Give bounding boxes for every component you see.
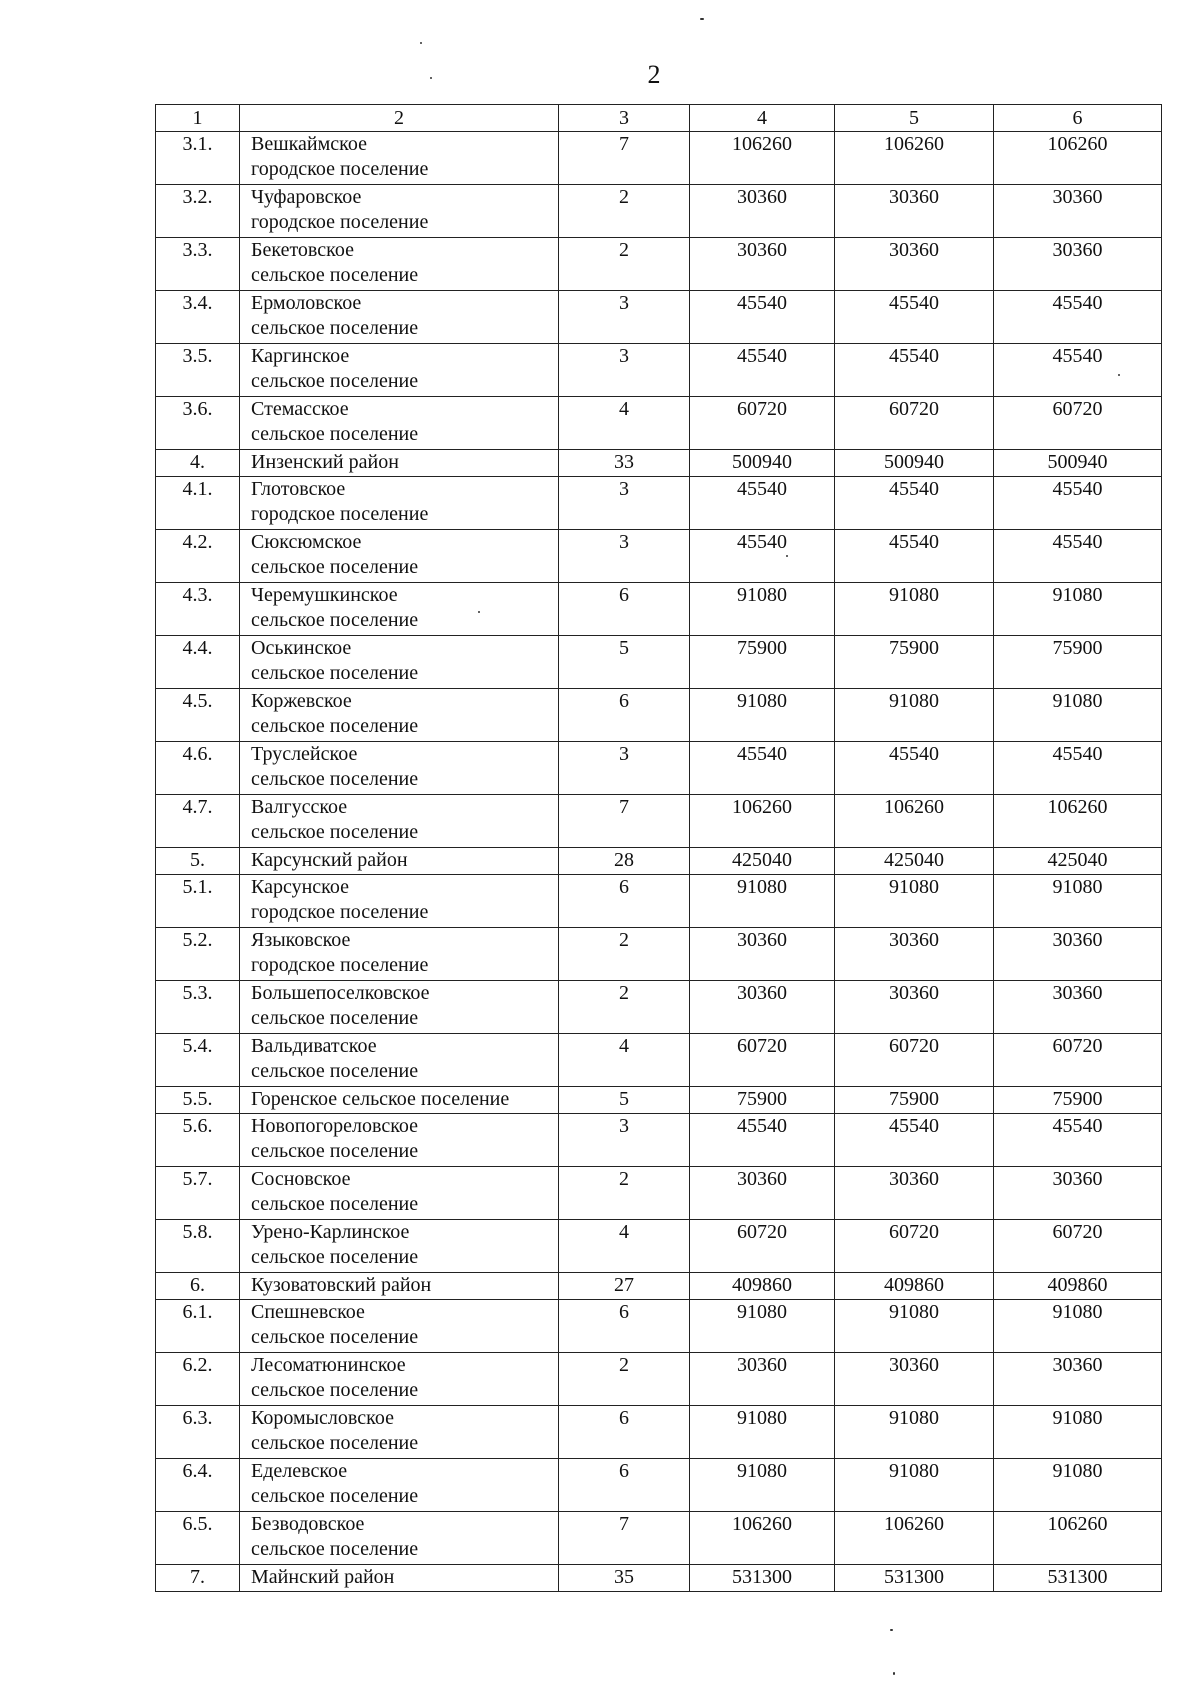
amount-cell-col5: 106260 (835, 1512, 994, 1565)
municipality-name-cell (240, 530, 559, 583)
amount-cell-col5: 91080 (835, 1406, 994, 1459)
municipality-name: Инзенский район (251, 451, 399, 473)
count-cell: 2 (559, 1353, 690, 1406)
amount-cell-col4: 106260 (690, 1512, 835, 1565)
count-cell: 4 (559, 397, 690, 450)
municipality-name: Безводовское (251, 1513, 365, 1535)
count-cell: 5 (559, 636, 690, 689)
municipality-type: городское поселение (251, 211, 429, 233)
municipality-name: Валгусское (251, 796, 348, 818)
count-cell: 2 (559, 1167, 690, 1220)
row-number-cell: 4.1. (156, 477, 240, 530)
count-cell: 3 (559, 742, 690, 795)
count-cell: 3 (559, 291, 690, 344)
table-row (156, 477, 1162, 530)
municipality-name: Карсунское (251, 876, 349, 898)
amount-cell-col6: 45540 (994, 530, 1162, 583)
row-number-cell: 3.6. (156, 397, 240, 450)
count-cell: 2 (559, 238, 690, 291)
count-cell: 2 (559, 185, 690, 238)
amount-cell-col5: 91080 (835, 1300, 994, 1353)
amount-cell-col6: 91080 (994, 689, 1162, 742)
count-cell: 4 (559, 1220, 690, 1273)
count-cell: 5 (559, 1087, 690, 1114)
municipality-name: Большепоселковское (251, 982, 430, 1004)
amount-cell-col6: 30360 (994, 185, 1162, 238)
row-number-cell: 3.3. (156, 238, 240, 291)
amount-cell-col5: 91080 (835, 875, 994, 928)
municipality-name-cell (240, 1459, 559, 1512)
municipality-name-cell (240, 291, 559, 344)
table-row (156, 636, 1162, 689)
header-cell: 3 (559, 105, 690, 132)
amount-cell-col5: 45540 (835, 344, 994, 397)
amount-cell-col6: 91080 (994, 875, 1162, 928)
amount-cell-col5: 30360 (835, 238, 994, 291)
municipality-name-cell (240, 397, 559, 450)
table-row (156, 397, 1162, 450)
amount-cell-col4: 91080 (690, 875, 835, 928)
table-row (156, 1220, 1162, 1273)
amount-cell-col5: 45540 (835, 530, 994, 583)
amount-cell-col6: 75900 (994, 1087, 1162, 1114)
amount-cell-col4: 45540 (690, 477, 835, 530)
count-cell: 6 (559, 689, 690, 742)
row-number-cell: 6.4. (156, 1459, 240, 1512)
row-number-cell: 4.2. (156, 530, 240, 583)
amount-cell-col4: 91080 (690, 1300, 835, 1353)
municipality-name: Вешкаймское (251, 133, 367, 155)
amount-cell-col6: 45540 (994, 742, 1162, 795)
amount-cell-col4: 45540 (690, 1114, 835, 1167)
table-row (156, 1273, 1162, 1300)
municipality-name-cell (240, 1512, 559, 1565)
amount-cell-col4: 91080 (690, 1406, 835, 1459)
row-number-cell: 3.4. (156, 291, 240, 344)
municipality-name: Сосновское (251, 1168, 351, 1190)
table-row (156, 450, 1162, 477)
municipality-type: сельское поселение (251, 1246, 419, 1268)
municipality-type: сельское поселение (251, 715, 419, 737)
amount-cell-col6: 409860 (994, 1273, 1162, 1300)
municipality-type: сельское поселение (251, 609, 419, 631)
municipality-name: Карсунский район (251, 849, 408, 871)
count-cell: 35 (559, 1565, 690, 1592)
municipality-type: городское поселение (251, 503, 429, 525)
municipality-name-cell (240, 1034, 559, 1087)
amount-cell-col4: 91080 (690, 689, 835, 742)
count-cell: 28 (559, 848, 690, 875)
header-cell: 5 (835, 105, 994, 132)
count-cell: 6 (559, 1300, 690, 1353)
municipality-name-cell (240, 1167, 559, 1220)
amount-cell-col6: 500940 (994, 450, 1162, 477)
scan-speck (893, 1672, 895, 1675)
amount-cell-col4: 60720 (690, 1034, 835, 1087)
amount-cell-col5: 91080 (835, 1459, 994, 1512)
row-number-cell: 5.7. (156, 1167, 240, 1220)
amount-cell-col4: 500940 (690, 450, 835, 477)
count-cell: 7 (559, 132, 690, 185)
amount-cell-col4: 30360 (690, 928, 835, 981)
amount-cell-col5: 409860 (835, 1273, 994, 1300)
amount-cell-col5: 75900 (835, 636, 994, 689)
amount-cell-col5: 30360 (835, 1353, 994, 1406)
amount-cell-col4: 106260 (690, 132, 835, 185)
amount-cell-col6: 30360 (994, 1167, 1162, 1220)
row-number-cell: 6.1. (156, 1300, 240, 1353)
amount-cell-col4: 75900 (690, 1087, 835, 1114)
municipality-name-cell (240, 583, 559, 636)
municipality-name: Бекетовское (251, 239, 354, 261)
municipality-name-cell (240, 477, 559, 530)
count-cell: 3 (559, 530, 690, 583)
municipality-type: сельское поселение (251, 1538, 419, 1560)
amount-cell-col4: 60720 (690, 397, 835, 450)
municipality-type: сельское поселение (251, 556, 419, 578)
amount-cell-col6: 106260 (994, 132, 1162, 185)
municipality-name: Коромысловское (251, 1407, 394, 1429)
municipality-name: Каргинское (251, 345, 350, 367)
municipality-name: Вальдиватское (251, 1035, 377, 1057)
table-row (156, 1406, 1162, 1459)
amount-cell-col5: 91080 (835, 689, 994, 742)
count-cell: 2 (559, 981, 690, 1034)
municipality-name-cell (240, 344, 559, 397)
row-number-cell: 7. (156, 1565, 240, 1592)
amount-cell-col6: 91080 (994, 1300, 1162, 1353)
row-number-cell: 4.4. (156, 636, 240, 689)
municipality-type: сельское поселение (251, 370, 419, 392)
amount-cell-col5: 30360 (835, 928, 994, 981)
amount-cell-col6: 45540 (994, 344, 1162, 397)
municipality-type: сельское поселение (251, 821, 419, 843)
amount-cell-col6: 60720 (994, 1220, 1162, 1273)
count-cell: 2 (559, 928, 690, 981)
table-row (156, 848, 1162, 875)
row-number-cell: 5.4. (156, 1034, 240, 1087)
amount-cell-col4: 75900 (690, 636, 835, 689)
amount-cell-col5: 45540 (835, 742, 994, 795)
municipality-type: сельское поселение (251, 1432, 419, 1454)
municipality-name: Черемушкинское (251, 584, 398, 606)
municipality-name: Стемасское (251, 398, 349, 420)
amount-cell-col4: 425040 (690, 848, 835, 875)
amount-cell-col4: 409860 (690, 1273, 835, 1300)
amount-cell-col6: 91080 (994, 1406, 1162, 1459)
row-number-cell: 4.6. (156, 742, 240, 795)
amount-cell-col4: 106260 (690, 795, 835, 848)
municipality-type: сельское поселение (251, 1060, 419, 1082)
amount-cell-col4: 531300 (690, 1565, 835, 1592)
table-row (156, 928, 1162, 981)
municipality-name-cell (240, 1406, 559, 1459)
municipality-type: сельское поселение (251, 768, 419, 790)
header-cell: 1 (156, 105, 240, 132)
municipality-name-cell (240, 1565, 559, 1592)
municipality-type: сельское поселение (251, 264, 419, 286)
amount-cell-col6: 106260 (994, 1512, 1162, 1565)
table-row (156, 1300, 1162, 1353)
amount-cell-col4: 30360 (690, 1167, 835, 1220)
table-row (156, 344, 1162, 397)
amount-cell-col4: 60720 (690, 1220, 835, 1273)
municipality-name-cell (240, 928, 559, 981)
row-number-cell: 6. (156, 1273, 240, 1300)
row-number-cell: 4. (156, 450, 240, 477)
table-row (156, 132, 1162, 185)
amount-cell-col5: 45540 (835, 291, 994, 344)
amount-cell-col6: 91080 (994, 583, 1162, 636)
count-cell: 6 (559, 1406, 690, 1459)
municipality-name: Лесоматюнинское (251, 1354, 406, 1376)
scan-speck (890, 1629, 893, 1631)
row-number-cell: 5.8. (156, 1220, 240, 1273)
municipality-type: сельское поселение (251, 1140, 419, 1162)
row-number-cell: 5.6. (156, 1114, 240, 1167)
row-number-cell: 6.2. (156, 1353, 240, 1406)
municipality-type: сельское поселение (251, 1485, 419, 1507)
count-cell: 3 (559, 477, 690, 530)
count-cell: 27 (559, 1273, 690, 1300)
municipality-name: Глотовское (251, 478, 346, 500)
amount-cell-col5: 45540 (835, 477, 994, 530)
amount-cell-col5: 30360 (835, 1167, 994, 1220)
row-number-cell: 6.3. (156, 1406, 240, 1459)
municipality-name-cell (240, 450, 559, 477)
amount-cell-col4: 30360 (690, 981, 835, 1034)
amount-cell-col5: 60720 (835, 397, 994, 450)
municipality-name-cell (240, 1300, 559, 1353)
municipality-name-cell (240, 1353, 559, 1406)
amount-cell-col6: 30360 (994, 238, 1162, 291)
amount-cell-col5: 91080 (835, 583, 994, 636)
municipality-type: сельское поселение (251, 317, 419, 339)
amount-cell-col5: 500940 (835, 450, 994, 477)
table-body (156, 105, 1162, 1592)
table-row (156, 1114, 1162, 1167)
table-row (156, 185, 1162, 238)
amount-cell-col6: 45540 (994, 1114, 1162, 1167)
municipality-name: Языковское (251, 929, 351, 951)
municipality-type: сельское поселение (251, 1193, 419, 1215)
amount-cell-col5: 531300 (835, 1565, 994, 1592)
municipality-type: сельское поселение (251, 1326, 419, 1348)
amount-cell-col6: 30360 (994, 1353, 1162, 1406)
amount-cell-col5: 30360 (835, 185, 994, 238)
table-row (156, 530, 1162, 583)
amount-cell-col6: 531300 (994, 1565, 1162, 1592)
municipality-name-cell (240, 1114, 559, 1167)
header-cell: 6 (994, 105, 1162, 132)
municipality-name-cell (240, 238, 559, 291)
table-row (156, 1167, 1162, 1220)
municipality-type: городское поселение (251, 954, 429, 976)
municipality-name-cell (240, 848, 559, 875)
table-row (156, 1565, 1162, 1592)
amount-cell-col4: 91080 (690, 583, 835, 636)
amount-cell-col5: 45540 (835, 1114, 994, 1167)
municipality-type: городское поселение (251, 901, 429, 923)
municipality-name: Оськинское (251, 637, 352, 659)
amount-cell-col5: 106260 (835, 132, 994, 185)
amount-cell-col4: 30360 (690, 238, 835, 291)
row-number-cell: 3.1. (156, 132, 240, 185)
table-row (156, 238, 1162, 291)
municipality-name-cell (240, 1087, 559, 1114)
count-cell: 6 (559, 875, 690, 928)
scan-speck (700, 18, 704, 20)
table-row (156, 1512, 1162, 1565)
municipality-type: сельское поселение (251, 1007, 419, 1029)
count-cell: 3 (559, 1114, 690, 1167)
municipality-name: Сюксюмское (251, 531, 362, 553)
table-row (156, 742, 1162, 795)
table-row (156, 583, 1162, 636)
amount-cell-col6: 106260 (994, 795, 1162, 848)
municipality-type: сельское поселение (251, 1379, 419, 1401)
municipality-name: Чуфаровское (251, 186, 362, 208)
row-number-cell: 3.2. (156, 185, 240, 238)
municipality-type: сельское поселение (251, 423, 419, 445)
scan-speck (420, 42, 422, 44)
municipality-name-cell (240, 795, 559, 848)
amount-cell-col6: 30360 (994, 928, 1162, 981)
row-number-cell: 4.3. (156, 583, 240, 636)
amount-cell-col5: 106260 (835, 795, 994, 848)
count-cell: 6 (559, 583, 690, 636)
amount-cell-col4: 91080 (690, 1459, 835, 1512)
amount-cell-col6: 91080 (994, 1459, 1162, 1512)
count-cell: 4 (559, 1034, 690, 1087)
municipality-name-cell (240, 689, 559, 742)
amount-cell-col6: 425040 (994, 848, 1162, 875)
amount-cell-col4: 30360 (690, 1353, 835, 1406)
table-row (156, 291, 1162, 344)
row-number-cell: 5.5. (156, 1087, 240, 1114)
scan-speck (430, 77, 432, 79)
municipality-name-cell (240, 981, 559, 1034)
municipality-type: городское поселение (251, 158, 429, 180)
row-number-cell: 5. (156, 848, 240, 875)
municipality-name: Урено-Карлинское (251, 1221, 410, 1243)
row-number-cell: 4.5. (156, 689, 240, 742)
table-row (156, 1353, 1162, 1406)
table-row (156, 689, 1162, 742)
amount-cell-col4: 45540 (690, 530, 835, 583)
municipality-type: сельское поселение (251, 662, 419, 684)
municipality-name-cell (240, 185, 559, 238)
amount-cell-col5: 60720 (835, 1220, 994, 1273)
municipality-name: Майнский район (251, 1566, 395, 1588)
row-number-cell: 5.3. (156, 981, 240, 1034)
amount-cell-col5: 75900 (835, 1087, 994, 1114)
municipality-name: Ермоловское (251, 292, 362, 314)
municipality-name: Горенское сельское поселение (251, 1088, 510, 1110)
count-cell: 33 (559, 450, 690, 477)
table-row (156, 875, 1162, 928)
municipality-name-cell (240, 1273, 559, 1300)
amount-cell-col6: 45540 (994, 477, 1162, 530)
municipality-name-cell (240, 875, 559, 928)
municipality-name: Труслейское (251, 743, 358, 765)
amount-cell-col4: 45540 (690, 344, 835, 397)
row-number-cell: 5.1. (156, 875, 240, 928)
amount-cell-col6: 60720 (994, 397, 1162, 450)
municipality-name: Спешневское (251, 1301, 365, 1323)
header-cell: 2 (240, 105, 559, 132)
table-row (156, 795, 1162, 848)
count-cell: 7 (559, 795, 690, 848)
amount-cell-col4: 30360 (690, 185, 835, 238)
table-row (156, 1034, 1162, 1087)
row-number-cell: 3.5. (156, 344, 240, 397)
amount-cell-col5: 425040 (835, 848, 994, 875)
allocation-table (155, 104, 1162, 1592)
row-number-cell: 5.2. (156, 928, 240, 981)
amount-cell-col5: 30360 (835, 981, 994, 1034)
amount-cell-col6: 30360 (994, 981, 1162, 1034)
municipality-name: Кузоватовский район (251, 1274, 432, 1296)
count-cell: 3 (559, 344, 690, 397)
municipality-name: Еделевское (251, 1460, 348, 1482)
municipality-name-cell (240, 636, 559, 689)
amount-cell-col4: 45540 (690, 291, 835, 344)
municipality-name: Новопогореловское (251, 1115, 419, 1137)
header-row (156, 105, 1162, 132)
amount-cell-col6: 75900 (994, 636, 1162, 689)
row-number-cell: 4.7. (156, 795, 240, 848)
municipality-name-cell (240, 1220, 559, 1273)
table-row (156, 1459, 1162, 1512)
header-cell: 4 (690, 105, 835, 132)
municipality-name: Коржевское (251, 690, 352, 712)
amount-cell-col6: 45540 (994, 291, 1162, 344)
amount-cell-col6: 60720 (994, 1034, 1162, 1087)
count-cell: 6 (559, 1459, 690, 1512)
row-number-cell: 6.5. (156, 1512, 240, 1565)
table-row (156, 1087, 1162, 1114)
count-cell: 7 (559, 1512, 690, 1565)
amount-cell-col5: 60720 (835, 1034, 994, 1087)
amount-cell-col4: 45540 (690, 742, 835, 795)
municipality-name-cell (240, 742, 559, 795)
municipality-name-cell (240, 132, 559, 185)
table-row (156, 981, 1162, 1034)
page-number: 2 (647, 60, 661, 89)
